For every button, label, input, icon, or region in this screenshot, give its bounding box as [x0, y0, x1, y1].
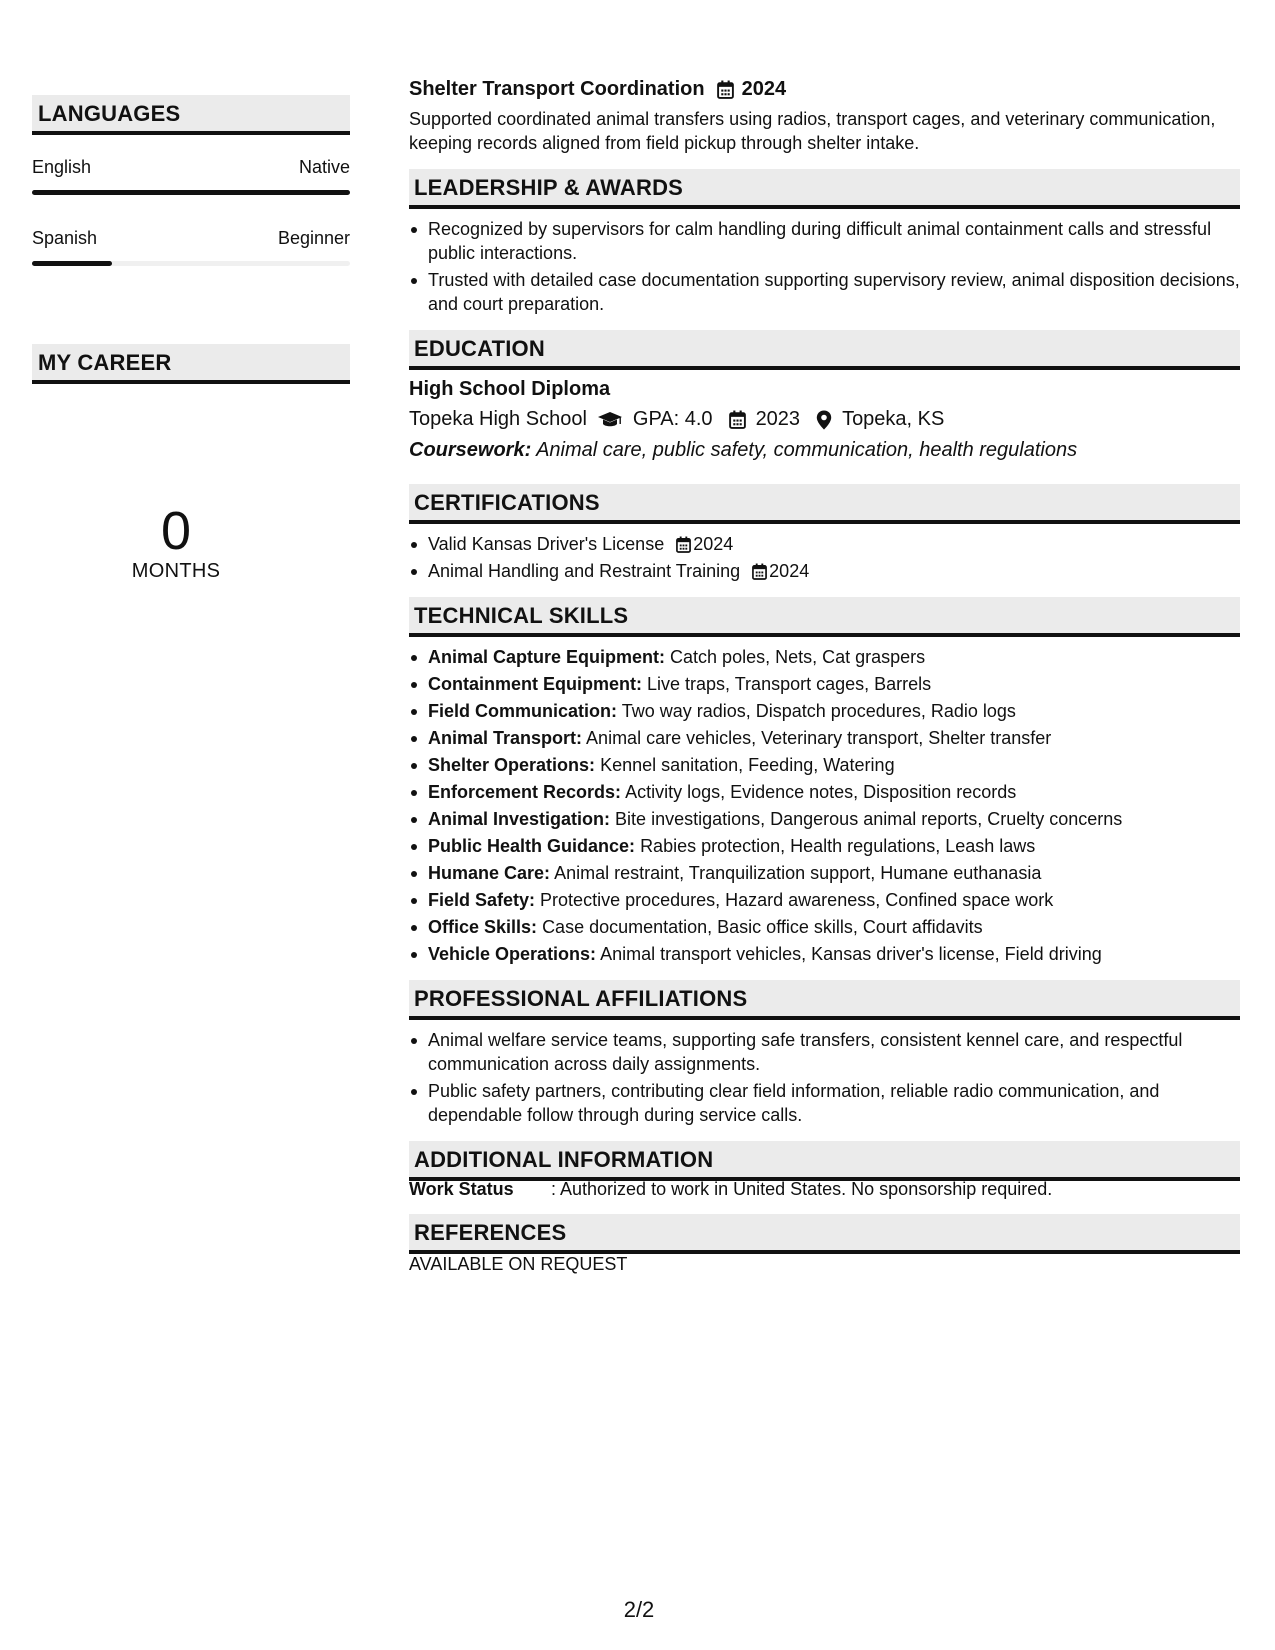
experience-title: Shelter Transport Coordination	[409, 78, 705, 100]
list-item	[409, 780, 1240, 804]
language-proficiency-fill	[32, 190, 350, 195]
list-item: Public safety partners, contributing clear field information, reliable radio communication, and dependable follow through during service calls.	[409, 1079, 1240, 1127]
skill-label: Animal Transport:	[428, 728, 583, 748]
education-section	[409, 330, 1240, 462]
list-item	[409, 672, 1240, 696]
work-status-label: Work Status	[409, 1179, 514, 1199]
language-item	[32, 157, 350, 195]
skill-label: Field Communication:	[428, 701, 617, 721]
calendar-icon	[717, 80, 734, 99]
work-status-row	[409, 1179, 1240, 1200]
affiliations-section	[409, 980, 1240, 1127]
skill-value: Catch poles, Nets, Cat graspers	[670, 647, 926, 667]
list-item	[409, 753, 1240, 777]
list-item	[409, 699, 1240, 723]
education-heading: EDUCATION	[409, 330, 1240, 370]
sidebar	[32, 95, 350, 583]
language-name: English	[32, 157, 92, 177]
certification-name: Animal Handling and Restraint Training	[428, 561, 741, 581]
skill-value: Animal restraint, Tranquilization support, Humane euthanasia	[554, 863, 1042, 883]
experience-entry	[409, 78, 1240, 155]
certification-year: 2024	[769, 561, 810, 581]
education-gpa: GPA: 4.0	[632, 408, 713, 430]
education-location: Topeka, KS	[842, 408, 945, 430]
page-number: 2/2	[623, 1597, 655, 1622]
skill-value: Kennel sanitation, Feeding, Watering	[600, 755, 895, 775]
certification-name: Valid Kansas Driver's License	[428, 534, 665, 554]
career-section	[32, 344, 350, 583]
leadership-list	[409, 217, 1240, 316]
career-heading: MY CAREER	[32, 344, 350, 384]
experience-description: Supported coordinated animal transfers using radios, transport cages, and veterinary communication, keeping records aligned from field pickup through shelter intake.	[409, 109, 1216, 153]
affiliations-heading: PROFESSIONAL AFFILIATIONS	[409, 980, 1240, 1020]
calendar-icon	[676, 536, 691, 553]
leadership-section	[409, 169, 1240, 316]
skill-label: Public Health Guidance:	[428, 836, 636, 856]
references-heading: REFERENCES	[409, 1214, 1240, 1254]
languages-heading: LANGUAGES	[32, 95, 350, 135]
list-item	[409, 834, 1240, 858]
graduation-cap-icon	[597, 411, 623, 429]
skill-value: Activity logs, Evidence notes, Disposition records	[625, 782, 1017, 802]
language-level: Beginner	[277, 228, 350, 248]
references-section	[409, 1214, 1240, 1275]
skills-list	[409, 645, 1240, 966]
list-item	[409, 645, 1240, 669]
work-status-value: : Authorized to work in United States. No sponsorship required.	[551, 1179, 1053, 1199]
references-text: AVAILABLE ON REQUEST	[409, 1254, 628, 1274]
language-proficiency-bar	[32, 190, 350, 195]
skill-value: Rabies protection, Health regulations, Leash laws	[640, 836, 1036, 856]
skill-value: Two way radios, Dispatch procedures, Radio logs	[621, 701, 1016, 721]
map-pin-icon	[816, 410, 832, 430]
list-item	[409, 532, 1240, 556]
education-degree: High School Diploma	[409, 378, 611, 400]
skill-label: Field Safety:	[428, 890, 536, 910]
list-item	[409, 888, 1240, 912]
list-item	[409, 942, 1240, 966]
list-item: Trusted with detailed case documentation supporting supervisory review, animal disposition decisions, and court preparation.	[409, 268, 1240, 316]
list-item	[409, 915, 1240, 939]
skills-section	[409, 597, 1240, 966]
education-meta	[409, 408, 1240, 431]
skill-value: Animal care vehicles, Veterinary transport, Shelter transfer	[586, 728, 1052, 748]
language-proficiency-fill	[32, 261, 112, 266]
education-year: 2023	[755, 408, 801, 430]
skill-value: Protective procedures, Hazard awareness, Confined space work	[540, 890, 1054, 910]
education-coursework	[409, 439, 1240, 462]
skill-label: Vehicle Operations:	[428, 944, 597, 964]
main-content	[409, 78, 1240, 1275]
skill-value: Case documentation, Basic office skills, Court affidavits	[542, 917, 983, 937]
language-level: Native	[298, 157, 350, 177]
language-item	[32, 228, 350, 266]
career-counter	[32, 502, 320, 583]
list-item	[409, 726, 1240, 750]
coursework-value: Animal care, public safety, communication, health regulations	[536, 439, 1078, 461]
skill-label: Animal Investigation:	[428, 809, 611, 829]
skill-value: Animal transport vehicles, Kansas driver's license, Field driving	[600, 944, 1102, 964]
list-item	[409, 861, 1240, 885]
skills-heading: TECHNICAL SKILLS	[409, 597, 1240, 637]
certifications-list	[409, 532, 1240, 583]
experience-year: 2024	[741, 78, 787, 100]
certifications-section	[409, 484, 1240, 583]
additional-section	[409, 1141, 1240, 1200]
calendar-icon	[729, 410, 746, 429]
education-school: Topeka High School	[409, 408, 587, 430]
skill-label: Enforcement Records:	[428, 782, 622, 802]
calendar-icon	[752, 563, 767, 580]
career-value: 0	[160, 501, 192, 561]
coursework-label: Coursework:	[409, 439, 532, 461]
skill-label: Office Skills:	[428, 917, 538, 937]
skill-value: Bite investigations, Dangerous animal reports, Cruelty concerns	[615, 809, 1123, 829]
affiliations-list	[409, 1028, 1240, 1127]
language-proficiency-bar	[32, 261, 350, 266]
skill-label: Shelter Operations:	[428, 755, 596, 775]
certification-year: 2024	[693, 534, 734, 554]
skill-label: Humane Care:	[428, 863, 551, 883]
list-item: Animal welfare service teams, supporting safe transfers, consistent kennel care, and respectful communication across daily assignments.	[409, 1028, 1240, 1076]
skill-value: Live traps, Transport cages, Barrels	[647, 674, 932, 694]
leadership-heading: LEADERSHIP & AWARDS	[409, 169, 1240, 209]
list-item: Recognized by supervisors for calm handling during difficult animal containment calls and stressful public interactions.	[409, 217, 1240, 265]
list-item	[409, 807, 1240, 831]
skill-label: Animal Capture Equipment:	[428, 647, 666, 667]
languages-list	[32, 157, 350, 266]
list-item	[409, 559, 1240, 583]
certifications-heading: CERTIFICATIONS	[409, 484, 1240, 524]
additional-heading: ADDITIONAL INFORMATION	[409, 1141, 1240, 1181]
career-unit: MONTHS	[131, 560, 221, 582]
language-name: Spanish	[32, 228, 98, 248]
skill-label: Containment Equipment:	[428, 674, 642, 694]
